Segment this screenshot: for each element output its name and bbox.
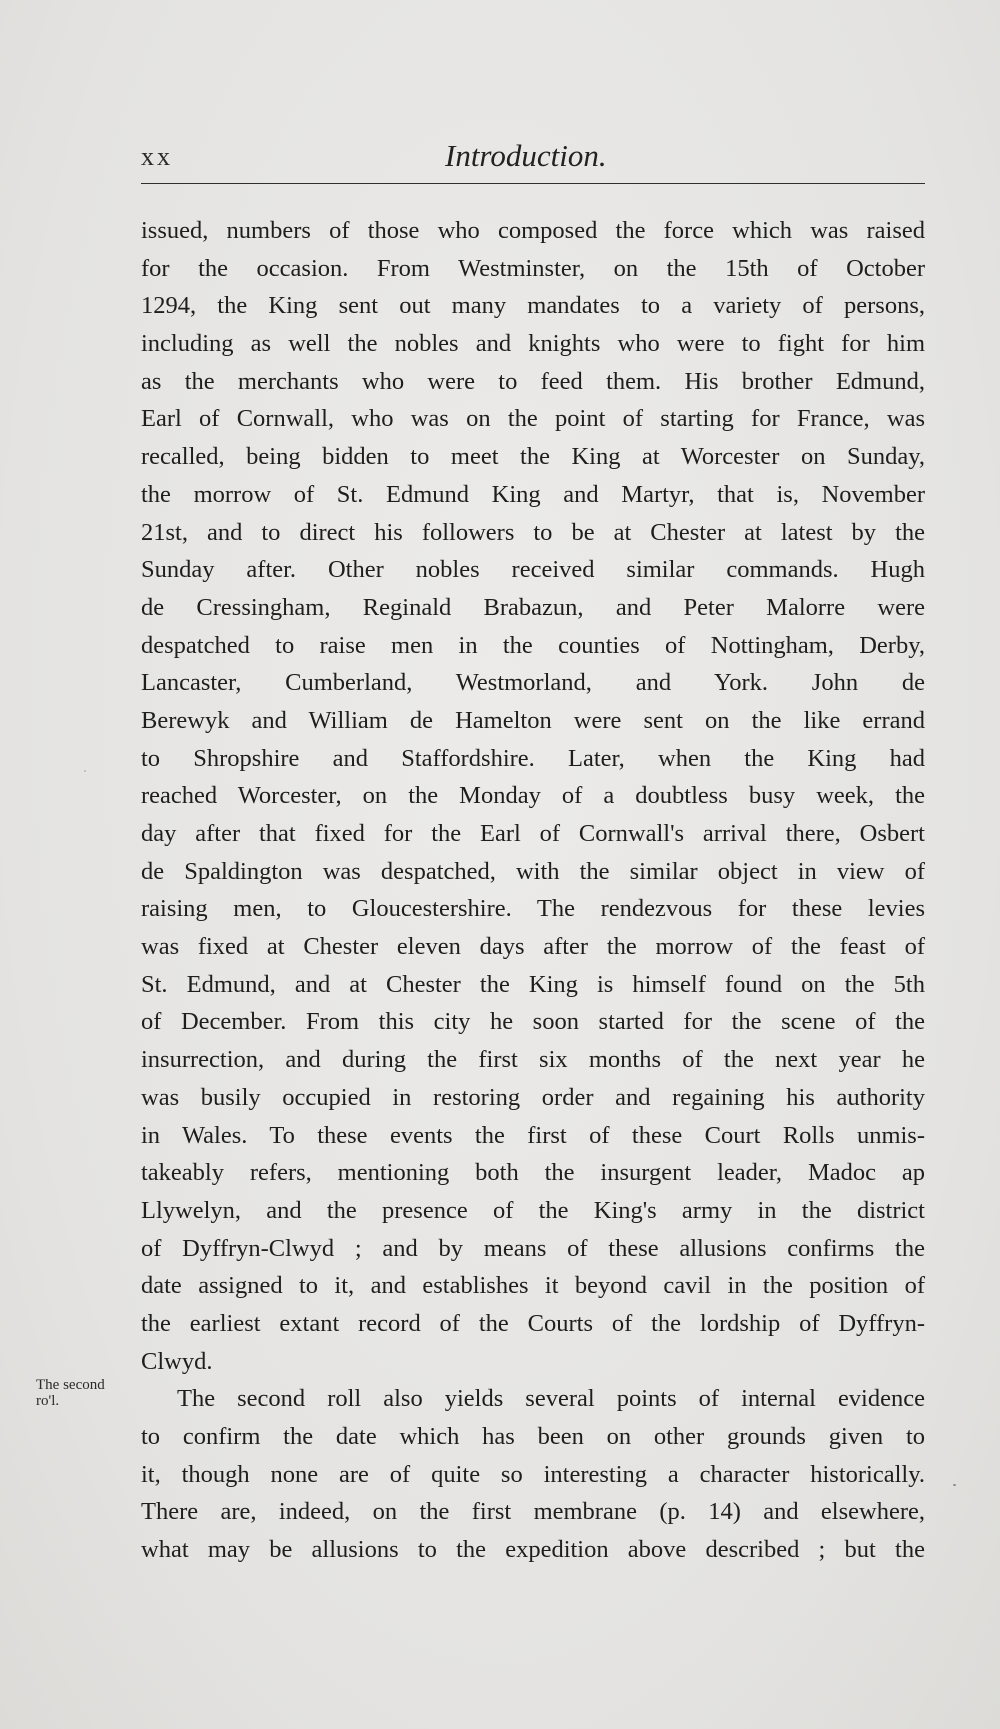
- text-line: takeably refers, mentioning both the insurgent leader, Madoc ap: [141, 1159, 925, 1187]
- text-line: of December. From this city he soon started for the scene of the: [141, 1008, 925, 1036]
- text-line: as the merchants who were to feed them. His brother Edmund,: [141, 367, 925, 395]
- text-line: in Wales. To these events the first of these Court Rolls unmis-: [141, 1121, 925, 1149]
- text-line: St. Edmund, and at Chester the King is himself found on the 5th: [141, 970, 925, 998]
- text-line: day after that fixed for the Earl of Cornwall's arrival there, Osbert: [141, 820, 925, 847]
- text-line: There are, indeed, on the first membrane (p. 14) and elsewhere,: [141, 1498, 925, 1526]
- text-line: insurrection, and during the first six months of the next year he: [141, 1046, 925, 1074]
- margin-note-line: The second: [36, 1377, 105, 1393]
- paper-speck: [84, 770, 86, 772]
- margin-note: [36, 1377, 136, 1409]
- margin-note-line: ro'l.: [36, 1393, 60, 1409]
- text-line: Sunday after. Other nobles received similar commands. Hugh: [141, 556, 925, 584]
- text-line: was fixed at Chester eleven days after the morrow of the feast of: [141, 933, 925, 961]
- text-line: Lancaster, Cumberland, Westmorland, and York. John de: [141, 669, 925, 697]
- text-line: to confirm the date which has been on other grounds given to: [141, 1423, 925, 1450]
- page-number: xx: [141, 142, 173, 171]
- text-line: de Spaldington was despatched, with the similar object in view of: [141, 857, 925, 885]
- text-line: Berewyk and William de Hamelton were sent on the like errand: [141, 706, 925, 734]
- text-line: despatched to raise men in the counties of Nottingham, Derby,: [141, 631, 925, 659]
- running-title: Introduction.: [445, 138, 607, 173]
- text-line: Clwyd.: [141, 1347, 213, 1375]
- text-line: it, though none are of quite so interesting a character historically.: [141, 1460, 925, 1488]
- text-line: Earl of Cornwall, who was on the point of starting for France, was: [141, 405, 925, 433]
- text-line: Llywelyn, and the presence of the King's army in the district: [141, 1196, 925, 1224]
- text-line: issued, numbers of those who composed the force which was raised: [141, 217, 925, 244]
- text-line: for the occasion. From Westminster, on the 15th of October: [141, 254, 925, 282]
- text-line: what may be allusions to the expedition above described ; but the: [141, 1536, 925, 1564]
- running-head: [141, 138, 925, 182]
- text-line: was busily occupied in restoring order and regaining his authority: [141, 1083, 925, 1111]
- text-line: reached Worcester, on the Monday of a doubtless busy week, the: [141, 782, 925, 810]
- paper-speck: [953, 1484, 956, 1486]
- text-line: to Shropshire and Staffordshire. Later, when the King had: [141, 744, 925, 772]
- text-line: raising men, to Gloucestershire. The rendezvous for these levies: [141, 895, 925, 923]
- body-text: [141, 212, 925, 1569]
- text-line: the morrow of St. Edmund King and Martyr, that is, November: [141, 480, 925, 508]
- text-line: date assigned to it, and establishes it beyond cavil in the position of: [141, 1272, 925, 1300]
- header-rule: [141, 183, 925, 184]
- text-line: de Cressingham, Reginald Brabazun, and Peter Malorre were: [141, 593, 925, 621]
- text-line: recalled, being bidden to meet the King at Worcester on Sunday,: [141, 443, 925, 471]
- text-line: The second roll also yields several points of internal evidence: [177, 1385, 925, 1413]
- text-line: 21st, and to direct his followers to be at Chester at latest by the: [141, 518, 925, 546]
- text-line: the earliest extant record of the Courts of the lordship of Dyffryn-: [141, 1309, 925, 1337]
- text-line: of Dyffryn-Clwyd ; and by means of these allusions confirms the: [141, 1234, 925, 1262]
- text-line: including as well the nobles and knights who were to fight for him: [141, 330, 925, 358]
- text-line: 1294, the King sent out many mandates to a variety of persons,: [141, 292, 925, 320]
